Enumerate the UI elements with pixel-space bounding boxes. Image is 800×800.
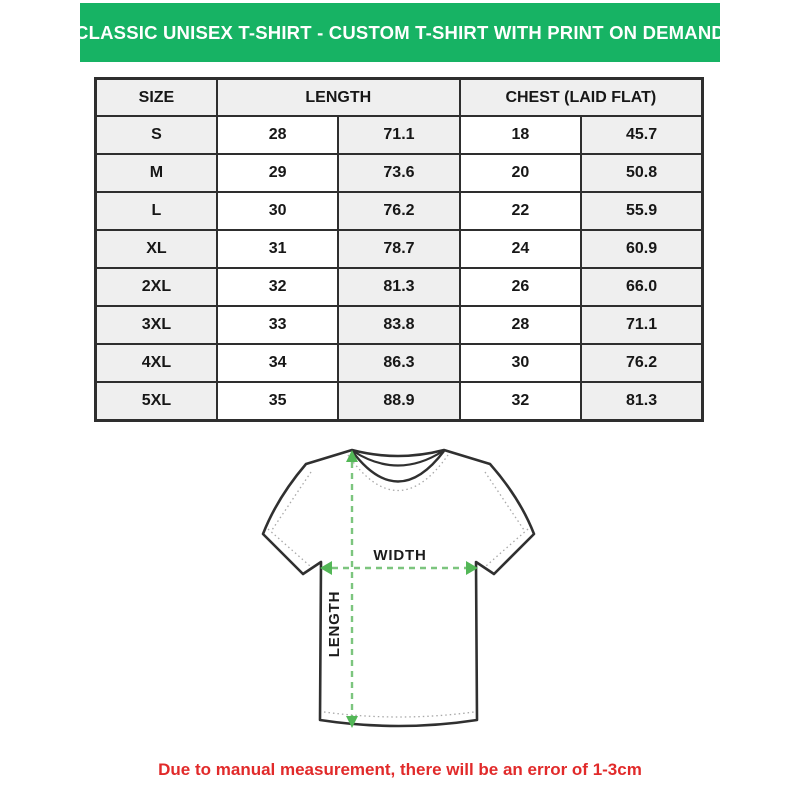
length-in-cell: 33 bbox=[217, 306, 338, 344]
col-header-length: LENGTH bbox=[217, 79, 460, 117]
size-chart-table bbox=[94, 77, 704, 422]
size-cell: S bbox=[96, 116, 217, 154]
table-row bbox=[96, 192, 703, 230]
length-in-cell: 31 bbox=[217, 230, 338, 268]
size-cell: 2XL bbox=[96, 268, 217, 306]
chest-in-cell: 30 bbox=[460, 344, 581, 382]
length-cm-cell: 71.1 bbox=[338, 116, 459, 154]
chest-cm-cell: 55.9 bbox=[581, 192, 702, 230]
chest-in-cell: 20 bbox=[460, 154, 581, 192]
measurement-disclaimer: Due to manual measurement, there will be an error of 1-3cm bbox=[158, 760, 642, 779]
length-in-cell: 29 bbox=[217, 154, 338, 192]
chest-cm-cell: 71.1 bbox=[581, 306, 702, 344]
tshirt-measurement-diagram bbox=[240, 438, 560, 748]
chest-cm-cell: 45.7 bbox=[581, 116, 702, 154]
width-label: WIDTH bbox=[373, 547, 427, 564]
table-row bbox=[96, 230, 703, 268]
size-cell: 3XL bbox=[96, 306, 217, 344]
length-in-cell: 28 bbox=[217, 116, 338, 154]
col-header-size: SIZE bbox=[96, 79, 217, 117]
table-row bbox=[96, 116, 703, 154]
chest-cm-cell: 60.9 bbox=[581, 230, 702, 268]
size-cell: XL bbox=[96, 230, 217, 268]
length-cm-cell: 83.8 bbox=[338, 306, 459, 344]
chest-cm-cell: 50.8 bbox=[581, 154, 702, 192]
header-row bbox=[96, 79, 703, 117]
col-header-chest: CHEST (LAID FLAT) bbox=[460, 79, 703, 117]
size-cell: M bbox=[96, 154, 217, 192]
chest-in-cell: 28 bbox=[460, 306, 581, 344]
length-in-cell: 30 bbox=[217, 192, 338, 230]
chest-in-cell: 26 bbox=[460, 268, 581, 306]
chest-in-cell: 24 bbox=[460, 230, 581, 268]
table-row bbox=[96, 154, 703, 192]
length-cm-cell: 81.3 bbox=[338, 268, 459, 306]
length-cm-cell: 78.7 bbox=[338, 230, 459, 268]
chest-cm-cell: 76.2 bbox=[581, 344, 702, 382]
table-row bbox=[96, 382, 703, 421]
chest-in-cell: 32 bbox=[460, 382, 581, 421]
page-title: CLASSIC UNISEX T-SHIRT - CUSTOM T-SHIRT WITH PRINT ON DEMAND bbox=[75, 21, 725, 43]
length-label: LENGTH bbox=[326, 590, 343, 658]
size-cell: 4XL bbox=[96, 344, 217, 382]
length-cm-cell: 86.3 bbox=[338, 344, 459, 382]
chest-cm-cell: 81.3 bbox=[581, 382, 702, 421]
size-cell: L bbox=[96, 192, 217, 230]
table-row bbox=[96, 306, 703, 344]
chest-in-cell: 18 bbox=[460, 116, 581, 154]
size-cell: 5XL bbox=[96, 382, 217, 421]
chest-cm-cell: 66.0 bbox=[581, 268, 702, 306]
length-cm-cell: 76.2 bbox=[338, 192, 459, 230]
length-cm-cell: 88.9 bbox=[338, 382, 459, 421]
table-row bbox=[96, 268, 703, 306]
chest-in-cell: 22 bbox=[460, 192, 581, 230]
length-in-cell: 32 bbox=[217, 268, 338, 306]
table-row bbox=[96, 344, 703, 382]
title-banner bbox=[75, 3, 725, 62]
length-in-cell: 35 bbox=[217, 382, 338, 421]
length-in-cell: 34 bbox=[217, 344, 338, 382]
tshirt-outline bbox=[263, 450, 534, 726]
length-cm-cell: 73.6 bbox=[338, 154, 459, 192]
